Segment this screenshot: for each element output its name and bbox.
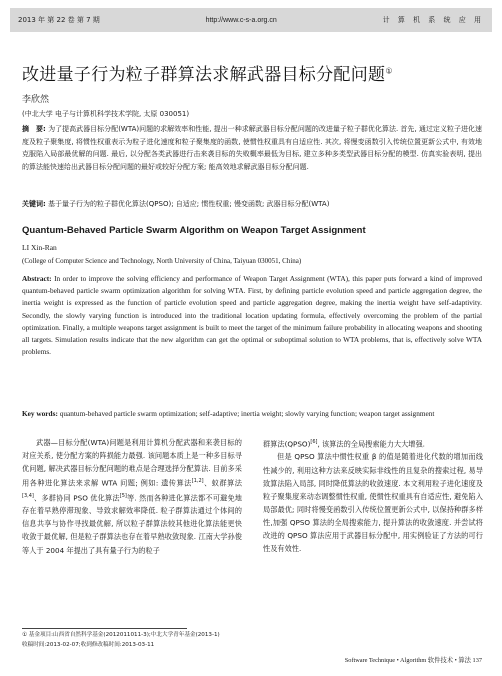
keywords-en-label: Key words: bbox=[22, 409, 58, 418]
footnote-dates: 收稿时间:2013-02-07;收到修改稿时间:2013-03-11 bbox=[22, 642, 155, 648]
affiliation-en: (College of Computer Science and Technology, North University of China, Taiyuan 030051, China) bbox=[22, 257, 302, 265]
abstract-en-text: In order to improve the solving efficiency and performance of Weapon Target Assignment (WTA), this paper puts forward a kind of improved quantum-behaved particle swarm optimization algorithm for solving WTA. First, by defining particle evolution speed and particle aggregation degree, the inertia weight is expressed as the function of particle evolution speed and particle aggregation degree, making the inertia weight have self-adaptivity. Secondly, the slowly varying function is introduced into the traditional location updating formula, effectively overcoming the problem of the partial optimization. Finally, a multiple weapons target assignment is built to meet the target of the minimum failure probability in allocating weapons and shooting all targets. Simulation results indicate that the new algorithm can get the optimal or suboptimal solution to WTA problems, that is, effectively solve WTA problems. bbox=[22, 274, 482, 357]
keywords-cn bbox=[22, 198, 482, 210]
body-text: , 该算法的全局搜索能力大大增强. bbox=[317, 439, 425, 449]
body-column-left bbox=[22, 436, 242, 557]
body-text: 、多群协同 PSO 优化算法 bbox=[33, 493, 120, 503]
footnote-fund: ① 基金项目:山西省自然科学基金(2012011011-3);中北大学青年基金(2013-1) bbox=[22, 632, 220, 638]
footnote-divider bbox=[22, 628, 187, 629]
keywords-en-text: quantum-behaved particle swarm optimization; self-adaptive; inertia weight; slowly varying function; weapon target assignment bbox=[59, 409, 435, 418]
author-cn: 李欣然 bbox=[22, 95, 50, 105]
body-paragraph: 但是 QPSO 算法中惯性权重 β 的值是随着进化代数的增加而线性减少的, 利用这种方法来反映实际非线性的且复杂的搜索过程, 易导致算法陷入局部, 同时降低算法的收敛速度. 本文利用粒子进化速度及粒子聚集度来动态调整惯性权重, 使惯性权重具有自适应性, 避免陷入局部最优; 同时将慢变函数引入传统位置更新公式中, 以保持种群多样性,加强 QPSO 算法的全局搜索能力, 提升算法的收敛速度. 并尝试将改进的 QPSO 算法应用于武器目标分配中, 用实例验证了方法的可行性及有效性. bbox=[263, 452, 483, 554]
page-footer: Software Technique • Algorithm 软件技术 • 算法 137 bbox=[344, 657, 482, 664]
affiliation-cn: (中北大学 电子与计算机科学技术学院, 太原 030051) bbox=[22, 110, 190, 118]
abstract-cn-text: 为了提高武器目标分配(WTA)问题的求解效率和性能, 提出一种求解武器目标分配问题的改进量子粒子群优化算法. 首先, 通过定义粒子进化速度及粒子聚集度, 将惯性权重表示为粒子进化速度和粒子聚集度的函数, 使惯性权重具有自适应性. 其次, 将慢变函数引入传统位置更新公式中, 有效地克服陷入局部最优解的问题. 最后, 以分配各类武器进行击来袭目标的失败概率最低为目标, 建立多种多类型武器目标分配的模型. 仿真实验表明, 提出的算法能快速给出武器目标分配问题的最好或较好分配方案; 能高效地求解武器目标分配问题. bbox=[22, 125, 482, 171]
citation[interactable]: [5] bbox=[119, 492, 127, 499]
body-paragraph bbox=[22, 436, 242, 557]
body-paragraph bbox=[263, 436, 483, 450]
keywords-en bbox=[22, 408, 482, 420]
paper-title-en: Quantum-Behaved Particle Swarm Algorithm on Weapon Target Assignment bbox=[22, 225, 366, 236]
citation[interactable]: [3,4] bbox=[22, 492, 34, 499]
title-footnote-mark: ① bbox=[385, 66, 393, 76]
issue-info: 2013 年 第 22 卷 第 7 期 bbox=[18, 16, 100, 24]
abstract-cn bbox=[22, 123, 482, 173]
citation[interactable]: [1,2] bbox=[191, 478, 204, 485]
journal-name: 计 算 机 系 统 应 用 bbox=[382, 16, 484, 24]
abstract-en-label: Abstract: bbox=[22, 274, 52, 283]
abstract-cn-label: 摘 要: bbox=[22, 125, 46, 133]
citation[interactable]: [6] bbox=[310, 439, 318, 445]
body-text: 武器—目标分配(WTA)问题是利用计算机分配武器和来袭目标的对应关系, 使分配方案的阵损能力最强. 该问题本质上是一种多目标寻优问题, 解决武器目标分配问题的难点是合理选择分配算法. 目前多采用各种进化算法来求解 WTA 问题; 例如: 遗传算法 bbox=[22, 438, 242, 488]
keywords-cn-label: 关键词: bbox=[22, 200, 46, 208]
abstract-en bbox=[22, 273, 482, 358]
journal-url[interactable]: http://www.c-s-a.org.cn bbox=[205, 16, 277, 24]
keywords-cn-text: 基于量子行为的粒子群优化算法(QPSO); 自适应; 惯性权重; 慢变函数; 武器目标分配(WTA) bbox=[48, 200, 330, 208]
title-text: 改进量子行为粒子群算法求解武器目标分配问题 bbox=[22, 65, 386, 85]
body-text: 、蚁群算法 bbox=[203, 478, 242, 488]
author-en: LI Xin-Ran bbox=[22, 243, 57, 252]
paper-title-cn bbox=[22, 60, 393, 85]
running-header bbox=[10, 8, 492, 32]
body-column-right bbox=[263, 436, 483, 555]
body-text: 等. 然而各种进化算法都不可避免地存在着早熟停滞现象、导致求解效率降低. 粒子群算法通过个体间的信息共享与协作寻找最优解, 所以粒子群算法较其他进化算法能更快收敛于最优解, 但是粒子群算法也存在着早熟收敛现象. 江南大学孙俊等人于 2004 年提出了具有量子行为的粒子 bbox=[22, 493, 242, 555]
body-text: 群算法(QPSO) bbox=[263, 439, 311, 449]
